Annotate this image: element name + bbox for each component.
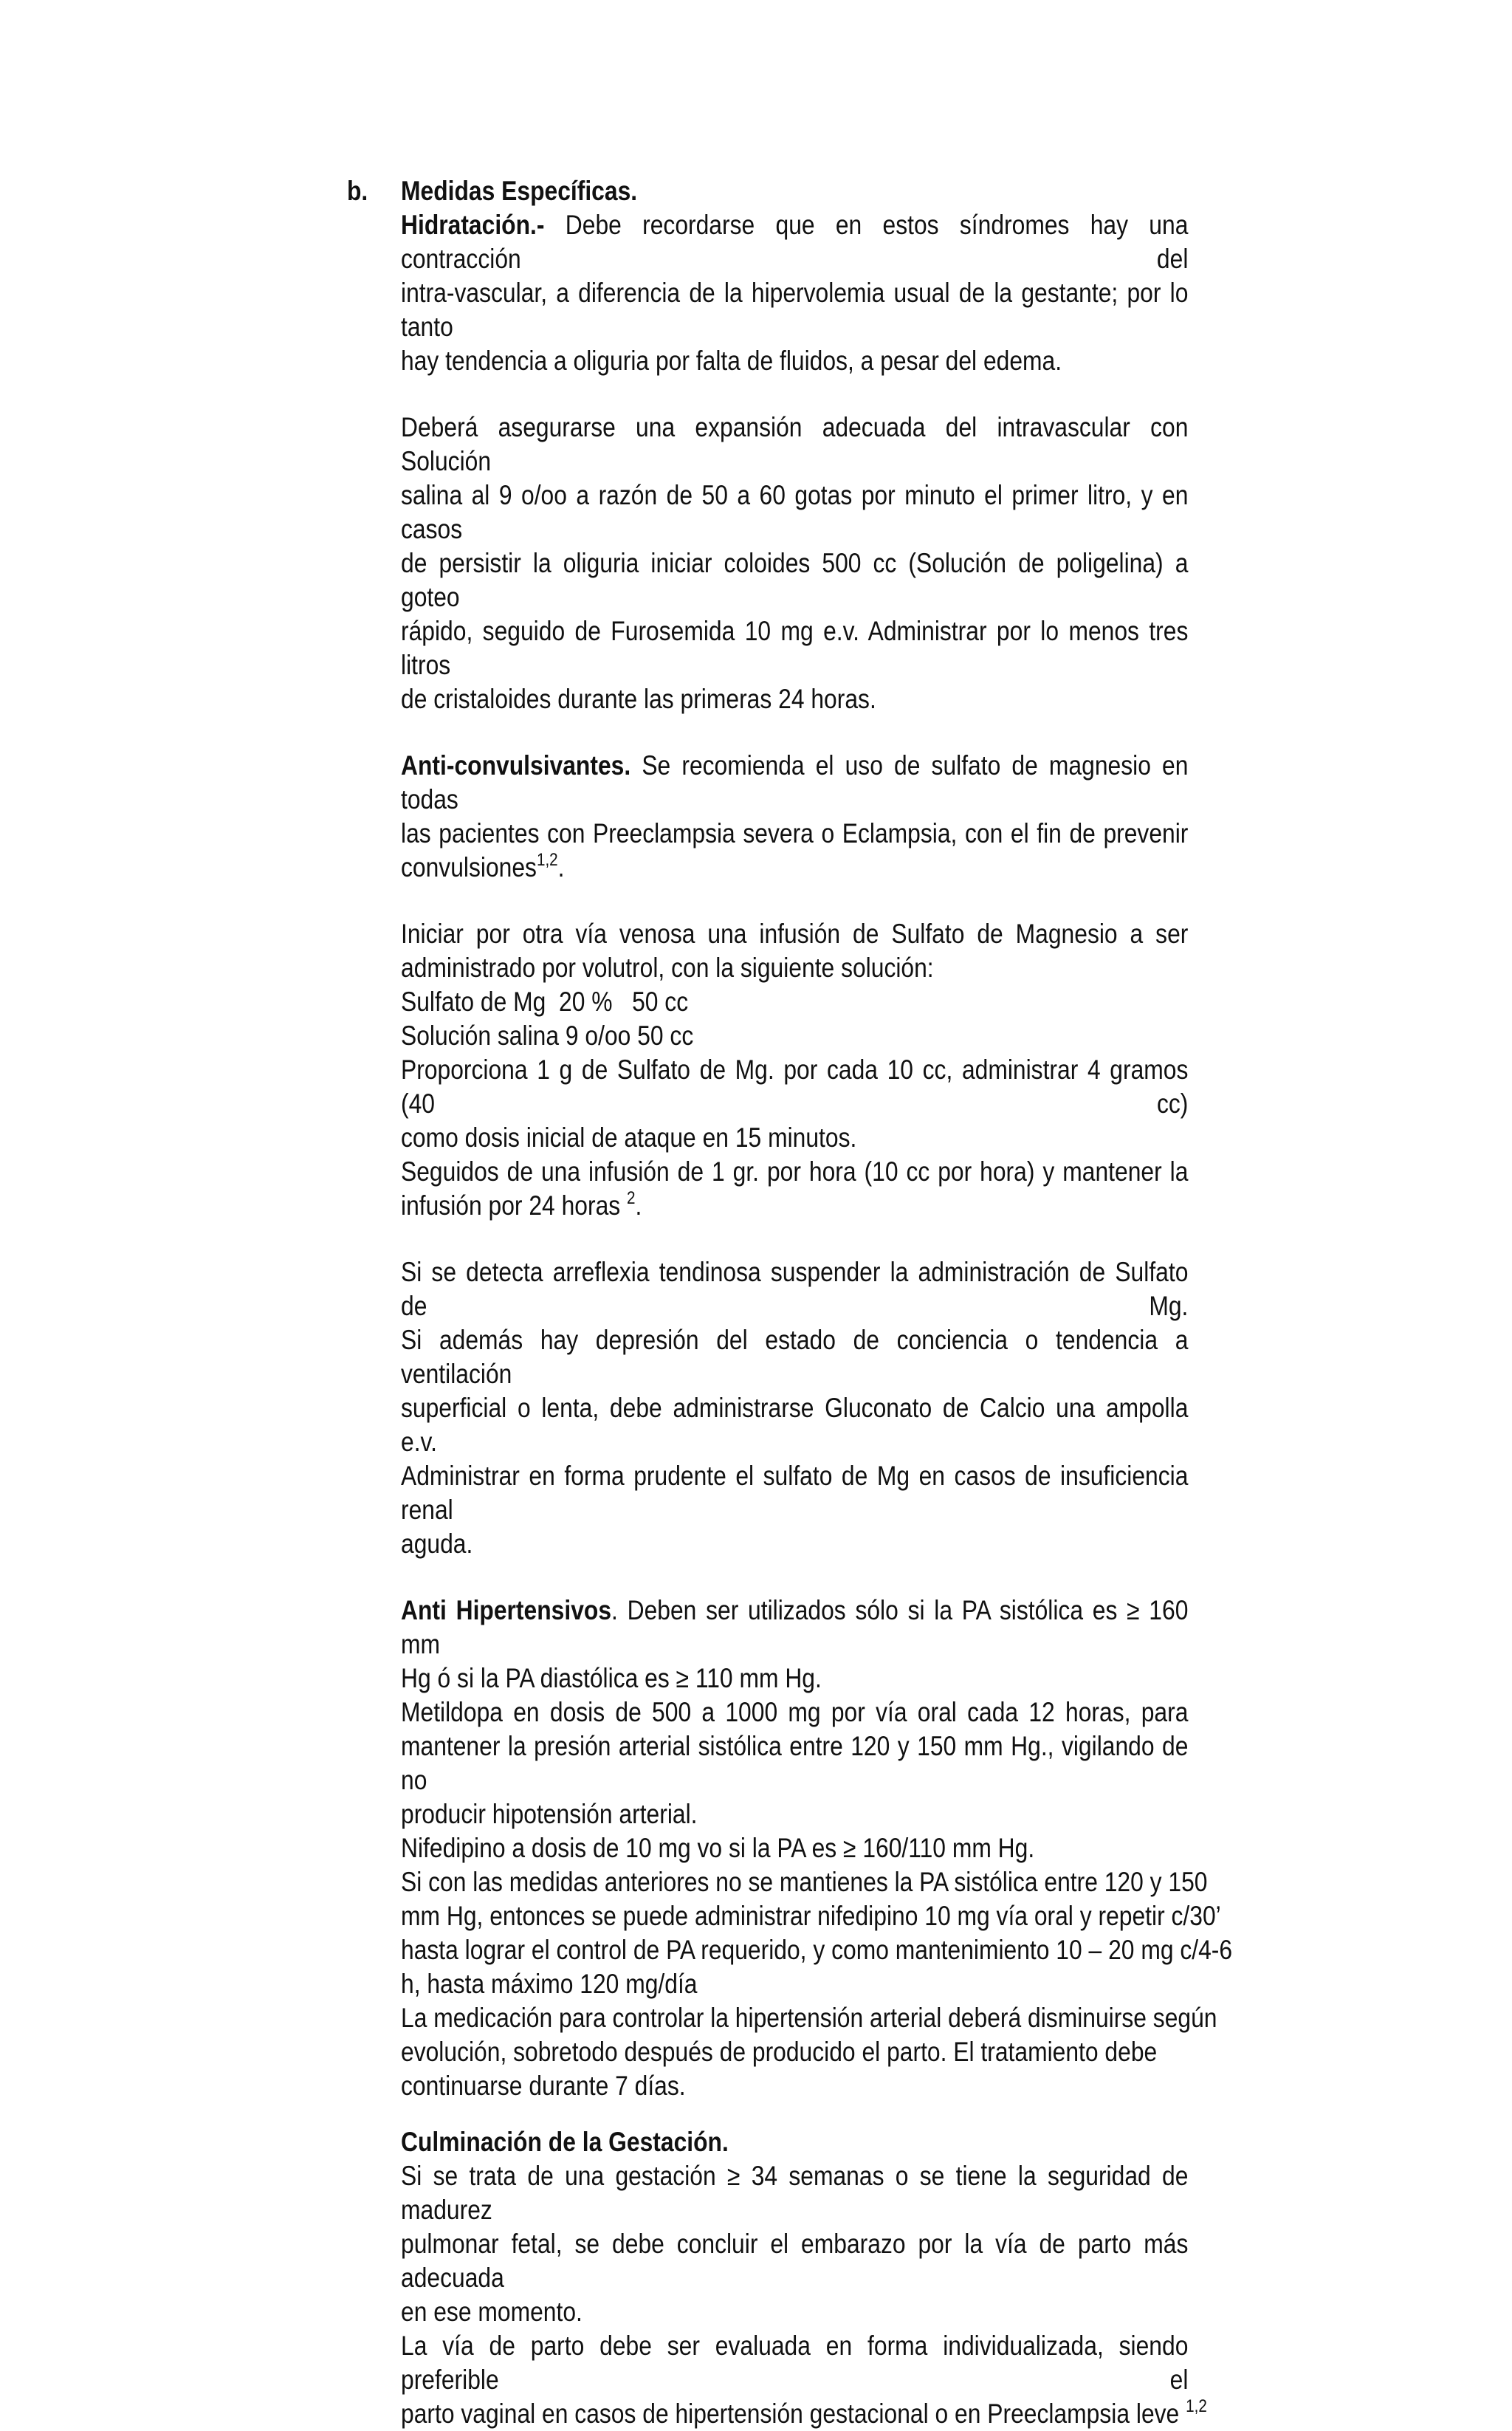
expansion-line-3: de persistir la oliguria iniciar coloides 500 cc (Solución de poligelina) a goteo: [401, 548, 1189, 612]
expansion-line-5: de cristaloides durante las primeras 24 horas.: [401, 684, 876, 714]
infusion-line-1: Iniciar por otra vía venosa una infusión de Sulfato de Magnesio a ser: [401, 919, 1189, 949]
arreflexia-line-2: Si además hay depresión del estado de conciencia o tendencia a ventilación: [401, 1325, 1189, 1389]
antihipertensivos-line-11: La medicación para controlar la hipertensión arterial deberá disminuirse según: [401, 2003, 1217, 2033]
antihipertensivos-line-8: mm Hg, entonces se puede administrar nifedipino 10 mg vía oral y repetir c/30’: [401, 1901, 1221, 1931]
arreflexia-line-4: Administrar en forma prudente el sulfato de Mg en casos de insuficiencia renal: [401, 1461, 1189, 1525]
expansion-line-2: salina al 9 o/oo a razón de 50 a 60 gotas por minuto el primer litro, y en casos: [401, 480, 1189, 544]
section-marker: b.: [347, 176, 368, 206]
anticonvulsivantes-line-3: convulsiones: [401, 852, 537, 882]
antihipertensivos-line-5: producir hipotensión arterial.: [401, 1799, 698, 1829]
infusion-line-3: Sulfato de Mg 20 % 50 cc: [401, 987, 689, 1017]
hidratacion-line-3: hay tendencia a oliguria por falta de fluidos, a pesar del edema.: [401, 346, 1062, 376]
hidratacion-line-1: Debe recordarse que en estos síndromes hay una contracción del: [401, 210, 1189, 274]
expansion-paragraph: [401, 411, 1188, 716]
anticonvulsivantes-line-1: Se recomienda el uso de sulfato de magnesio en todas: [401, 750, 1189, 815]
arreflexia-line-3: superficial o lenta, debe administrarse Gluconato de Calcio una ampolla e.v.: [401, 1393, 1189, 1457]
antihipertensivos-line-6: Nifedipino a dosis de 10 mg vo si la PA es ≥ 160/110 mm Hg.: [401, 1833, 1035, 1863]
culminacion-line-2: pulmonar fetal, se debe concluir el embarazo por la vía de parto más adecuada: [401, 2229, 1189, 2293]
culminacion-line-4: La vía de parto debe ser evaluada en forma individualizada, siendo preferible el: [401, 2331, 1189, 2395]
expansion-line-1: Deberá asegurarse una expansión adecuada del intravascular con Solución: [401, 412, 1189, 476]
section-title: Medidas Específicas.: [401, 176, 638, 206]
antihipertensivos-line-2: Hg ó si la PA diastólica es ≥ 110 mm Hg.: [401, 1663, 822, 1693]
antihipertensivos-line-4: mantener la presión arterial sistólica entre 120 y 150 mm Hg., vigilando de no: [401, 1731, 1189, 1795]
anticonvulsivantes-paragraph: Anti-convulsivantes. Se recomienda el uso de sulfato de magnesio en todas las pacientes con Preeclampsia severa o Eclampsia, con el fin de prevenir convulsiones$^{1,2}$.: [401, 750, 1189, 882]
reference-superscript: 2: [627, 1187, 636, 1208]
culminacion-line-5: parto vaginal en casos de hipertensión gestacional o en Preeclampsia leve: [401, 2399, 1186, 2429]
anticonvulsivantes-label: Anti-convulsivantes.: [401, 750, 631, 781]
antihipertensivos-line-7: Si con las medidas anteriores no se mantienes la PA sistólica entre 120 y 150: [401, 1867, 1208, 1897]
antihipertensivos-label: Anti Hipertensivos: [401, 1595, 612, 1625]
antihipertensivos-line-12: evolución, sobretodo después de producido el parto. El tratamiento debe: [401, 2037, 1158, 2067]
culminacion-line-3: en ese momento.: [401, 2297, 583, 2327]
infusion-line-6: como dosis inicial de ataque en 15 minutos.: [401, 1122, 857, 1153]
hidratacion-paragraph: [401, 208, 1188, 378]
infusion-paragraph: Iniciar por otra vía venosa una infusión de Sulfato de Magnesio a ser administrado por volutrol, con la siguiente solución: Sulfato de Mg 20 % 50 cc Solución salina 9 o/oo 50 cc Proporciona 1 g de Sulfato de Mg. por cada 10 cc, administrar 4 gramos (40 cc) como dosis inicial de ataque en 15 minutos. Seguidos de una infusión de 1 gr. por hora (10 cc por hora) y mantener la infusión por 24 horas $^2$.: [401, 919, 1189, 1221]
arreflexia-paragraph: [401, 1255, 1188, 1561]
infusion-line-8: infusión por 24 horas: [401, 1190, 628, 1221]
hidratacion-label: Hidratación.-: [401, 210, 545, 240]
hidratacion-line-2: intra-vascular, a diferencia de la hipervolemia usual de la gestante; por lo tanto: [401, 278, 1189, 342]
culminacion-paragraph: [401, 2125, 1207, 2431]
antihipertensivos-paragraph: [401, 1594, 1233, 2103]
antihipertensivos-line-1: . Deben ser utilizados sólo si la PA sistólica es ≥ 160 mm: [401, 1595, 1189, 1659]
infusion-line-5: Proporciona 1 g de Sulfato de Mg. por cada 10 cc, administrar 4 gramos (40 cc): [401, 1055, 1189, 1119]
reference-superscript: 1,2: [536, 849, 558, 870]
antihipertensivos-line-9: hasta lograr el control de PA requerido, y como mantenimiento 10 – 20 mg c/4-6: [401, 1935, 1233, 1965]
expansion-line-4: rápido, seguido de Furosemida 10 mg e.v. Administrar por lo menos tres litros: [401, 616, 1189, 680]
antihipertensivos-line-10: h, hasta máximo 120 mg/día: [401, 1969, 698, 1999]
reference-superscript: 1,2: [1186, 2396, 1207, 2416]
antihipertensivos-line-13: continuarse durante 7 días.: [401, 2071, 686, 2101]
antihipertensivos-line-3: Metildopa en dosis de 500 a 1000 mg por vía oral cada 12 horas, para: [401, 1697, 1189, 1727]
culminacion-line-1: Si se trata de una gestación ≥ 34 semanas o se tiene la seguridad de madurez: [401, 2161, 1189, 2225]
infusion-line-4: Solución salina 9 o/oo 50 cc: [401, 1021, 694, 1051]
arreflexia-line-5: aguda.: [401, 1529, 473, 1559]
arreflexia-line-1: Si se detecta arreflexia tendinosa suspender la administración de Sulfato de Mg.: [401, 1257, 1189, 1321]
infusion-line-2: administrado por volutrol, con la siguiente solución:: [401, 953, 934, 983]
document-body: [401, 174, 1233, 2431]
infusion-line-7: Seguidos de una infusión de 1 gr. por hora (10 cc por hora) y mantener la: [401, 1156, 1189, 1187]
anticonvulsivantes-line-2: las pacientes con Preeclampsia severa o Eclampsia, con el fin de prevenir: [401, 818, 1189, 848]
culminacion-title: Culminación de la Gestación.: [401, 2127, 729, 2157]
